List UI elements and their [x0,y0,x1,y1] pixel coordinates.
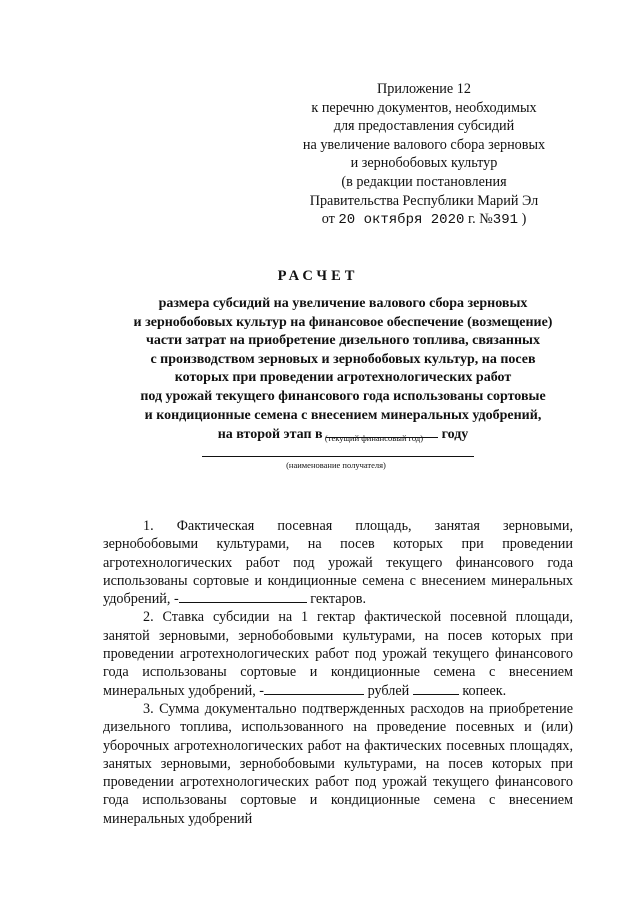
item-2-kopecks-blank [413,683,459,695]
appendix-date-line [274,210,574,230]
appendix-line: Правительства Республики Марий Эл [309,192,539,209]
calculation-items [103,517,573,828]
document-number: 391 [492,212,519,229]
subtitle-line: с производством зерновых и зернобобовых культур, на посев [150,351,536,367]
item-3 [103,700,573,828]
item-2-unit-rubles: рублей [367,682,410,699]
subtitle-line: и зернобобовых культур на финансовое обеспечение (возмещение) [133,314,553,330]
item-1-blank [179,591,307,603]
appendix-line: (в редакции постановления [341,173,507,190]
item-1-unit: гектаров. [310,591,367,608]
item-2-text: 2. Ставка субсидии на 1 гектар фактической посевной площади, занятой зерновыми, зернобобовыми культурами, на посев которых при проведении агротехнологических работ под урожай текущего финансового года использованы сортовые и кондиционные семена с внесением минеральных удобрений, - [103,609,573,699]
document-title: РАСЧЕТ [277,268,359,284]
item-3-text: 3. Сумма документально подтвержденных расходов на приобретение дизельного топлива, использованного на проведение посевных и (или) уборочных агротехнологических работ на фактических посевных площадях, занятых зерновыми, зернобобовыми культурами, на посев которых при проведении агротехнологических работ под урожай текущего финансового года использованы сортовые и кондиционные семена с внесением минеральных удобрений [103,700,573,827]
date-suffix: ) [518,211,527,228]
recipient-blank-line [202,456,474,457]
subtitle-line: размера субсидий на увеличение валового сбора зерновых [158,296,528,311]
appendix-line: и зернобобовых культур [350,155,498,172]
date-value: 20 октября 2020 [338,212,465,229]
subtitle-line: под урожай текущего финансового года использованы сортовые [140,388,546,404]
subtitle-line: части затрат на приобретение дизельного топлива, связанных [145,333,540,349]
item-1 [103,517,573,608]
item-2-unit-kopecks: копеек. [462,682,507,699]
appendix-line: Приложение 12 [377,81,471,97]
item-2 [103,608,573,699]
year-caption: (текущий финансовый год) [324,433,424,443]
subtitle-line: которых при проведении агротехнологических работ [174,370,512,386]
appendix-line: для предоставления субсидий [333,118,515,135]
date-prefix: от [321,211,339,228]
appendix-line: к перечню документов, необходимых [311,99,537,116]
stage-suffix: году [441,427,469,443]
appendix-line: на увеличение валового сбора зерновых [302,136,546,153]
document-subtitle [60,295,626,445]
item-2-rubles-blank [264,683,364,695]
recipient-caption: (наименование получателя) [286,460,386,470]
stage-prefix: на второй этап в [217,427,323,443]
subtitle-line: и кондиционные семена с внесением минеральных удобрений, [144,407,542,423]
item-1-text: 1. Фактическая посевная площадь, занятая зерновыми, зернобобовыми культурами, на посев которых при проведении агротехнологических работ под урожай текущего финансового года использованы сортовые и кондиционные семена с внесением минеральных удобрений, - [103,518,573,608]
date-mid: г. № [464,211,493,228]
appendix-header [274,80,574,230]
